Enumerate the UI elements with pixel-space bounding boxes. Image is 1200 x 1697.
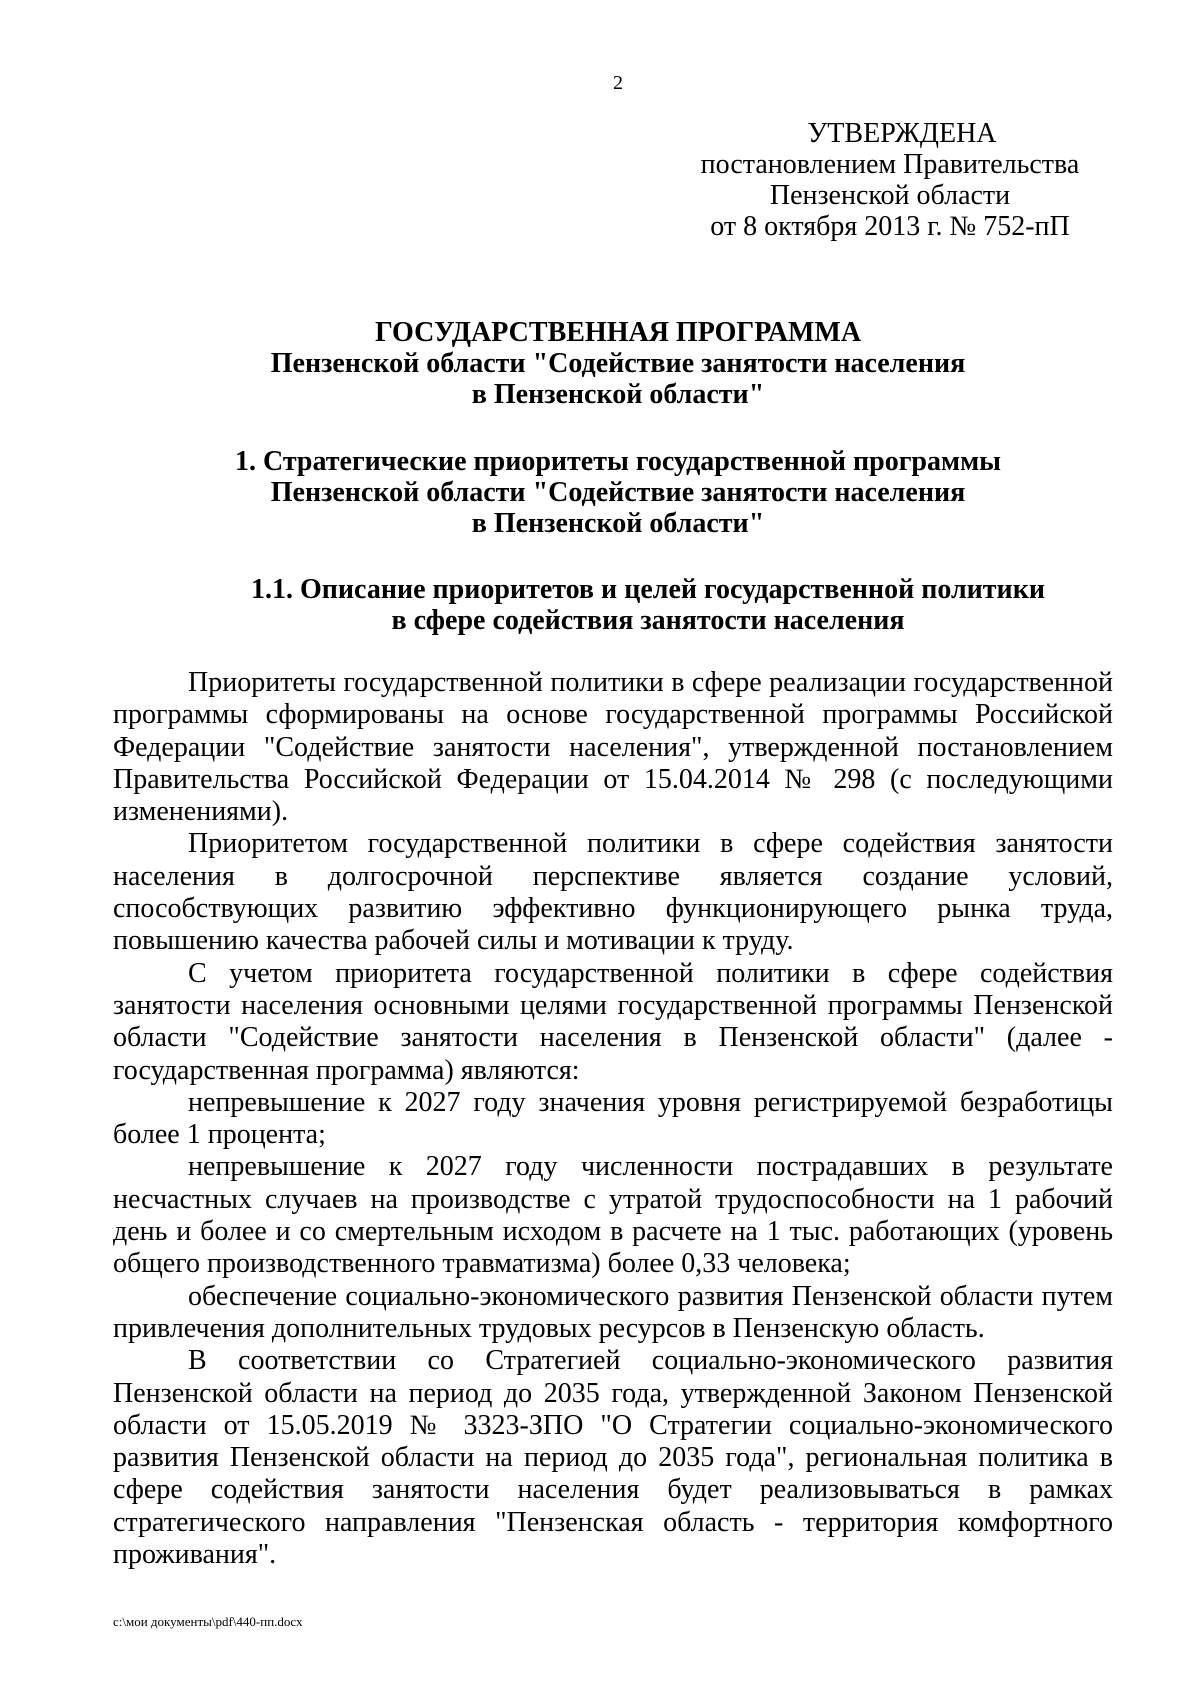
approval-stamp	[680, 118, 1100, 242]
approval-line: Пензенской области	[769, 180, 1011, 211]
approval-heading: УТВЕРЖДЕНА	[807, 118, 997, 149]
title-line: ГОСУДАРСТВЕННАЯ ПРОГРАММА	[374, 317, 862, 348]
page-number: 2	[613, 72, 623, 94]
paragraph: Приоритеты государственной политики в сфере реализации государственной программы сформированы на основе государственной программы Российской Федерации "Содействие занятости населения", утвержденной постановлением Правительства Российской Федерации от 15.04.2014 № 298 (с последующими изменениями).	[113, 667, 1113, 828]
section-heading-line: в Пензенской области"	[471, 508, 765, 539]
subsection-heading	[160, 574, 1136, 636]
paragraph: непревышение к 2027 году значения уровня регистрируемой безработицы более 1 процента;	[113, 1086, 1113, 1151]
paragraph: Приоритетом государственной политики в сфере содействия занятости населения в долгосрочной перспективе является создание условий, способствующих развитию эффективно функционирующего рынка труда, повышению качества рабочей силы и мотивации к труду.	[113, 828, 1113, 957]
title-line: в Пензенской области"	[471, 379, 765, 410]
approval-date: от 8 октября 2013 г. № 752-пП	[710, 211, 1070, 242]
body-text	[113, 667, 1113, 1571]
footer-file-path: c:\мои документы\pdf\440-пп.docx	[113, 1614, 303, 1629]
paragraph: В соответствии со Стратегией социально-экономического развития Пензенской области на период до 2035 года, утвержденной Законом Пензенской области от 15.05.2019 № 3323-ЗПО "О Стратегии социально-экономического развития Пензенской области на период до 2035 года", региональная политика в сфере содействия занятости населения будет реализовываться в рамках стратегического направления "Пензенская область - территория комфортного проживания".	[113, 1345, 1113, 1571]
section-heading-line: Пензенской области "Содействие занятости населения	[270, 477, 966, 508]
section-heading	[130, 446, 1106, 539]
paragraph: непревышение к 2027 году численности пострадавших в результате несчастных случаев на производстве с утратой трудоспособности на 1 рабочий день и более и со смертельным исходом в расчете на 1 тыс. работающих (уровень общего производственного травматизма) более 0,33 человека;	[113, 1151, 1113, 1280]
document-title	[130, 317, 1106, 410]
paragraph: С учетом приоритета государственной политики в сфере содействия занятости населения основными целями государственной программы Пензенской области "Содействие занятости населения в Пензенской области" (далее - государственная программа) являются:	[113, 957, 1113, 1086]
paragraph: обеспечение социально-экономического развития Пензенской области путем привлечения дополнительных трудовых ресурсов в Пензенскую область.	[113, 1280, 1113, 1344]
approval-line: постановлением Правительства	[700, 149, 1080, 180]
section-heading-line: 1. Стратегические приоритеты государственной программы	[234, 446, 1002, 477]
subsection-heading-line: 1.1. Описание приоритетов и целей государственной политики	[251, 574, 1045, 605]
subsection-heading-line: в сфере содействия занятости населения	[391, 605, 905, 636]
title-line: Пензенской области "Содействие занятости населения	[270, 348, 966, 379]
